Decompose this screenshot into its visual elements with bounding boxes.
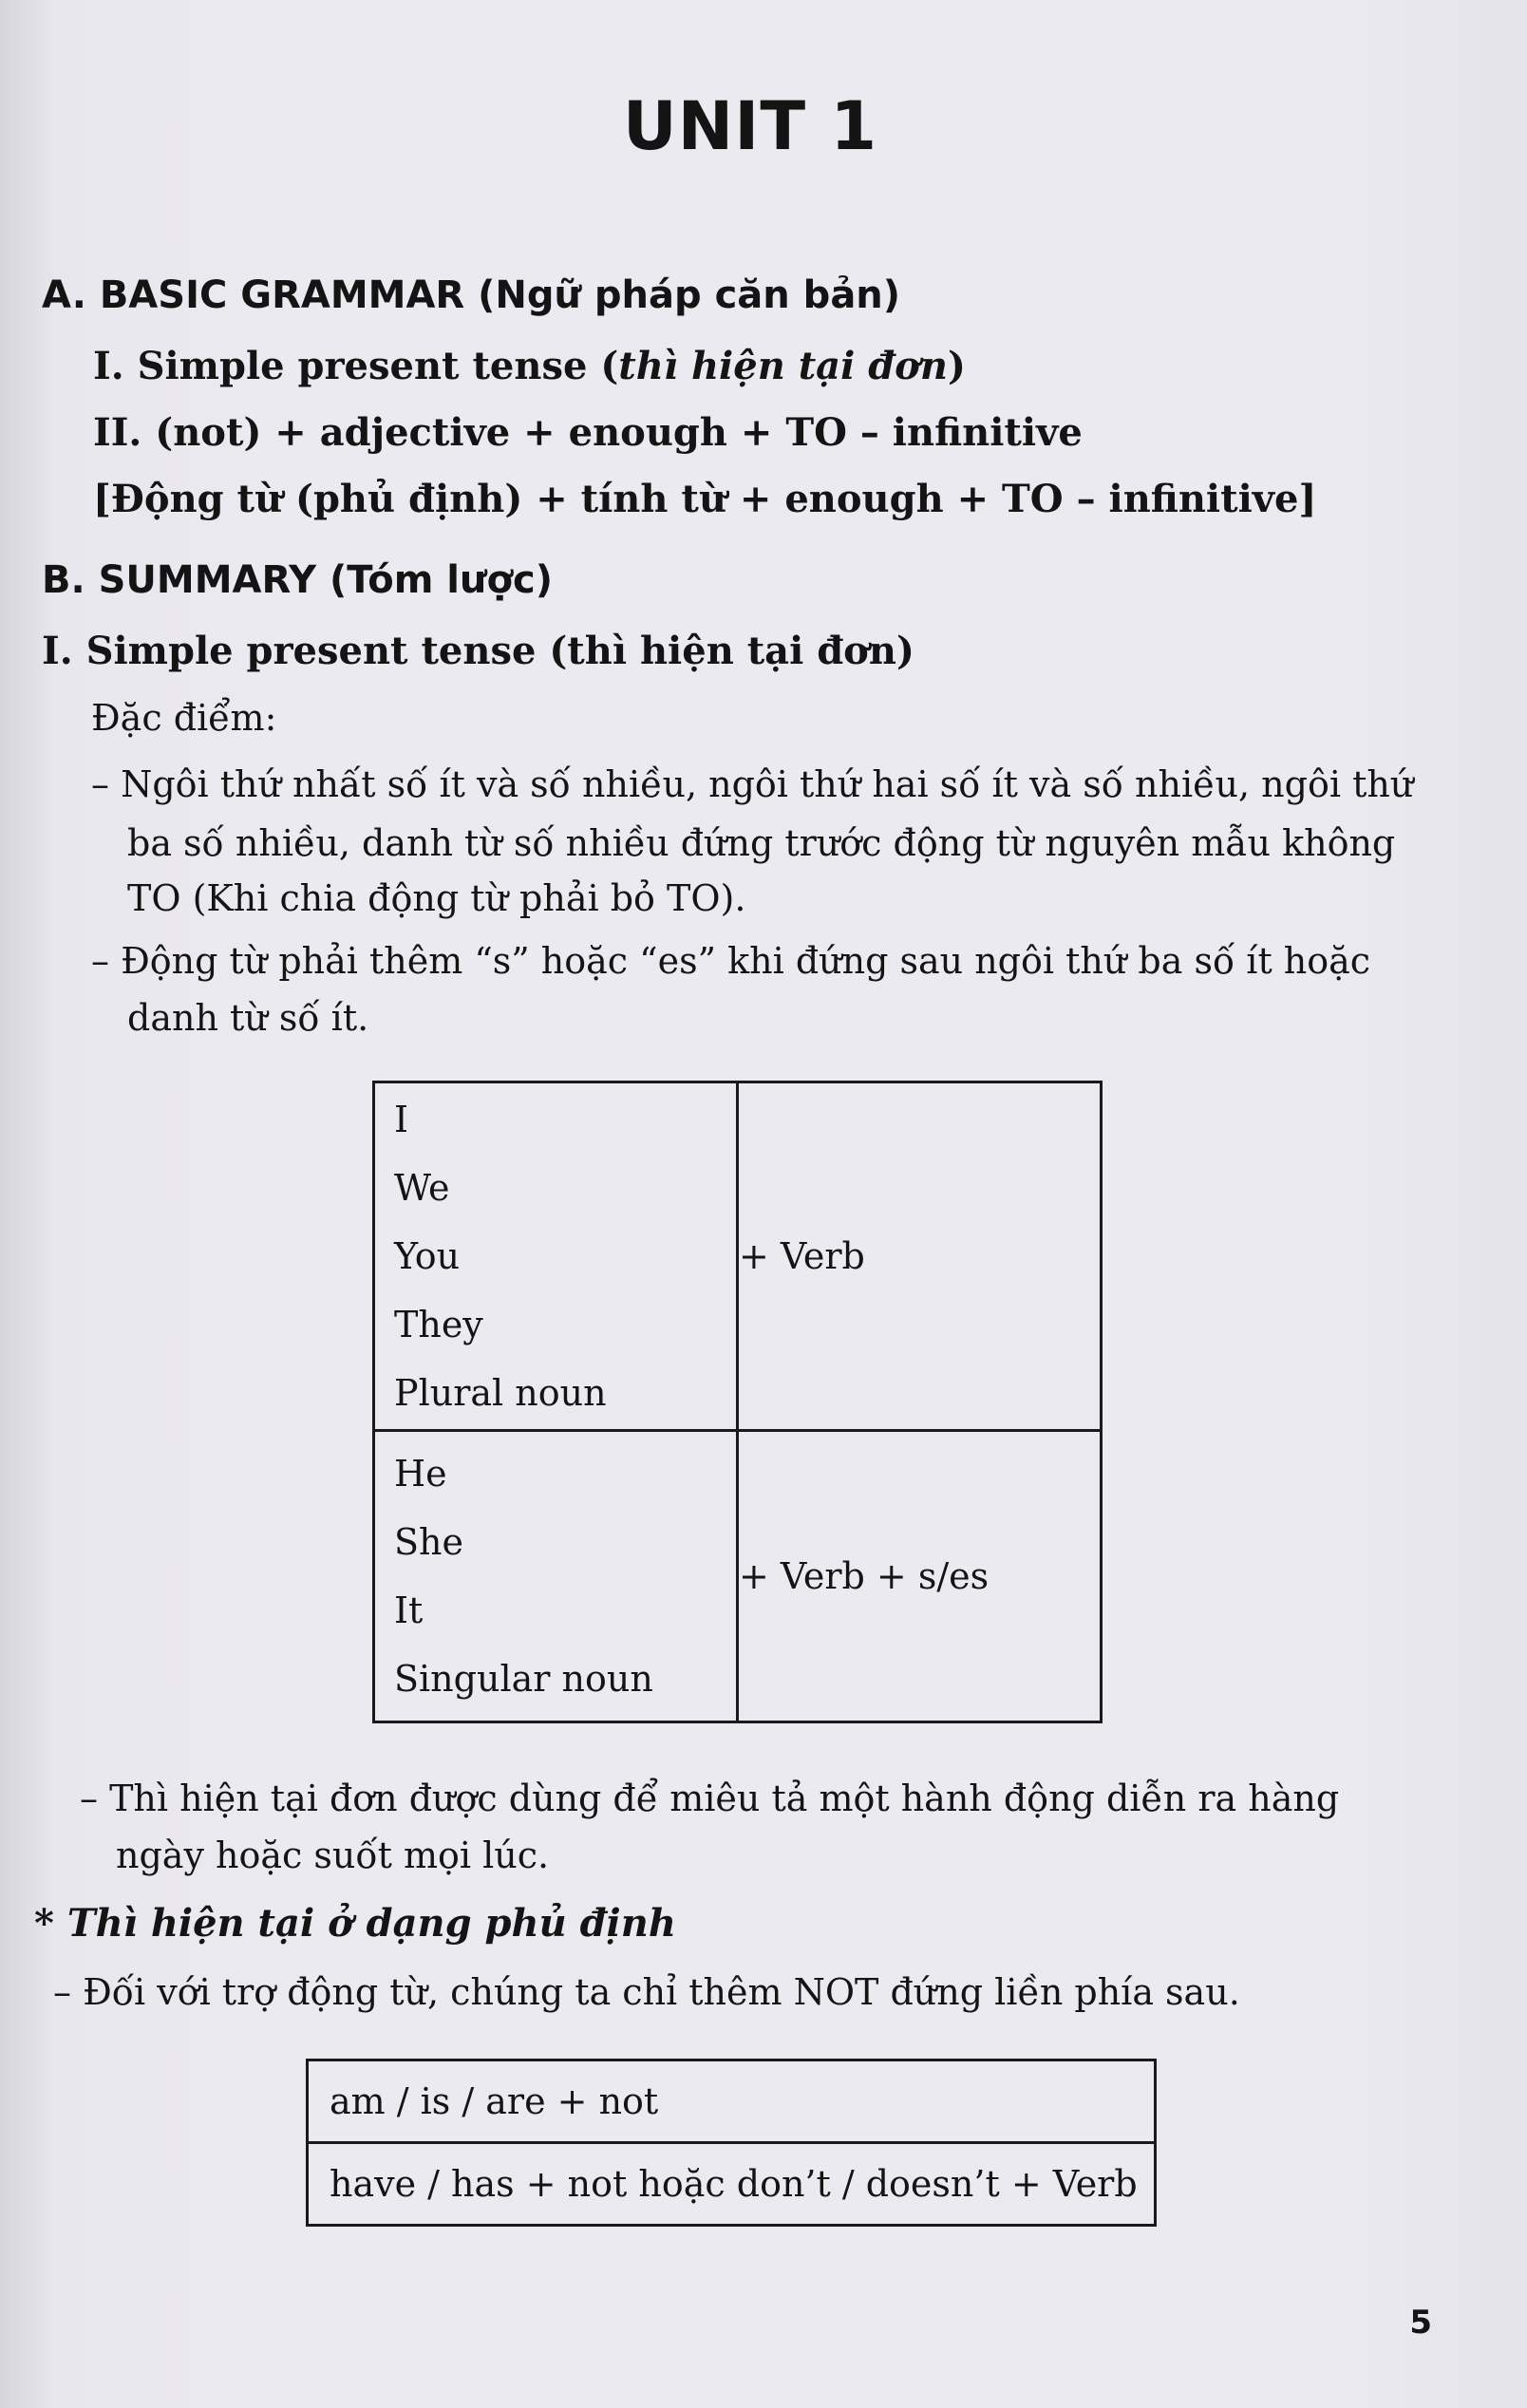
subject-item: She (394, 1521, 463, 1563)
subjects-singular-cell (374, 1431, 738, 1722)
item-1-prefix: I. Simple present tense ( (93, 344, 619, 388)
negative-row-be: am / is / are + not (308, 2060, 1156, 2143)
section-a-item-2: II. (not) + adjective + enough + TO – infinitive (93, 410, 1083, 455)
table-row (374, 1082, 1102, 1431)
bullet-1-line-3: TO (Khi chia động từ phải bỏ TO). (127, 877, 746, 919)
negative-table (306, 2059, 1157, 2227)
bullet-1-line-1: – Ngôi thứ nhất số ít và số nhiều, ngôi thứ hai số ít và số nhiều, ngôi thứ (91, 763, 1414, 805)
subject-item: Plural noun (394, 1372, 607, 1414)
subject-item: He (394, 1453, 447, 1495)
section-b-subheading: I. Simple present tense (thì hiện tại đơn) (42, 629, 914, 673)
subject-item: I (394, 1099, 409, 1140)
section-a-heading: A. BASIC GRAMMAR (Ngữ pháp căn bản) (42, 273, 901, 317)
table-row (308, 2060, 1156, 2143)
unit-title: UNIT 1 (622, 87, 878, 165)
section-b-heading: B. SUMMARY (Tóm lược) (42, 558, 553, 602)
negative-heading: * Thì hiện tại ở dạng phủ định (34, 1901, 676, 1946)
conjugation-table (372, 1081, 1103, 1723)
subjects-plural-cell (374, 1082, 738, 1431)
bullet-1-line-2: ba số nhiều, danh từ số nhiều đứng trước động từ nguyên mẫu không (127, 822, 1396, 864)
subject-item: They (394, 1304, 483, 1345)
verb-s-es-cell: + Verb + s/es (738, 1431, 1102, 1722)
verb-base-cell: + Verb (738, 1082, 1102, 1431)
section-a-item-1 (93, 344, 966, 388)
table-row (308, 2143, 1156, 2226)
section-a-item-2-vi: [Động từ (phủ định) + tính từ + enough + TO – infinitive] (93, 477, 1317, 521)
bullet-3-line-2: ngày hoặc suốt mọi lúc. (116, 1834, 550, 1876)
bullet-2-line-2: danh từ số ít. (127, 997, 369, 1039)
item-1-suffix: ) (947, 344, 966, 388)
bullet-3-line-1: – Thì hiện tại đơn được dùng để miêu tả một hành động diễn ra hàng (80, 1778, 1340, 1819)
subject-item: Singular noun (394, 1658, 653, 1700)
item-1-italic: thì hiện tại đơn (618, 344, 948, 388)
features-label: Đặc điểm: (91, 697, 277, 739)
negative-row-have: have / has + not hoặc don’t / doesn’t + Verb (308, 2143, 1156, 2226)
table-row (374, 1431, 1102, 1722)
subject-item: It (394, 1590, 424, 1631)
subject-item: You (394, 1235, 461, 1277)
page-number: 5 (1409, 2304, 1432, 2342)
subject-item: We (394, 1167, 450, 1209)
bullet-2-line-1: – Động từ phải thêm “s” hoặc “es” khi đứng sau ngôi thứ ba số ít hoặc (91, 940, 1371, 982)
negative-note: – Đối với trợ động từ, chúng ta chỉ thêm NOT đứng liền phía sau. (53, 1971, 1240, 2013)
